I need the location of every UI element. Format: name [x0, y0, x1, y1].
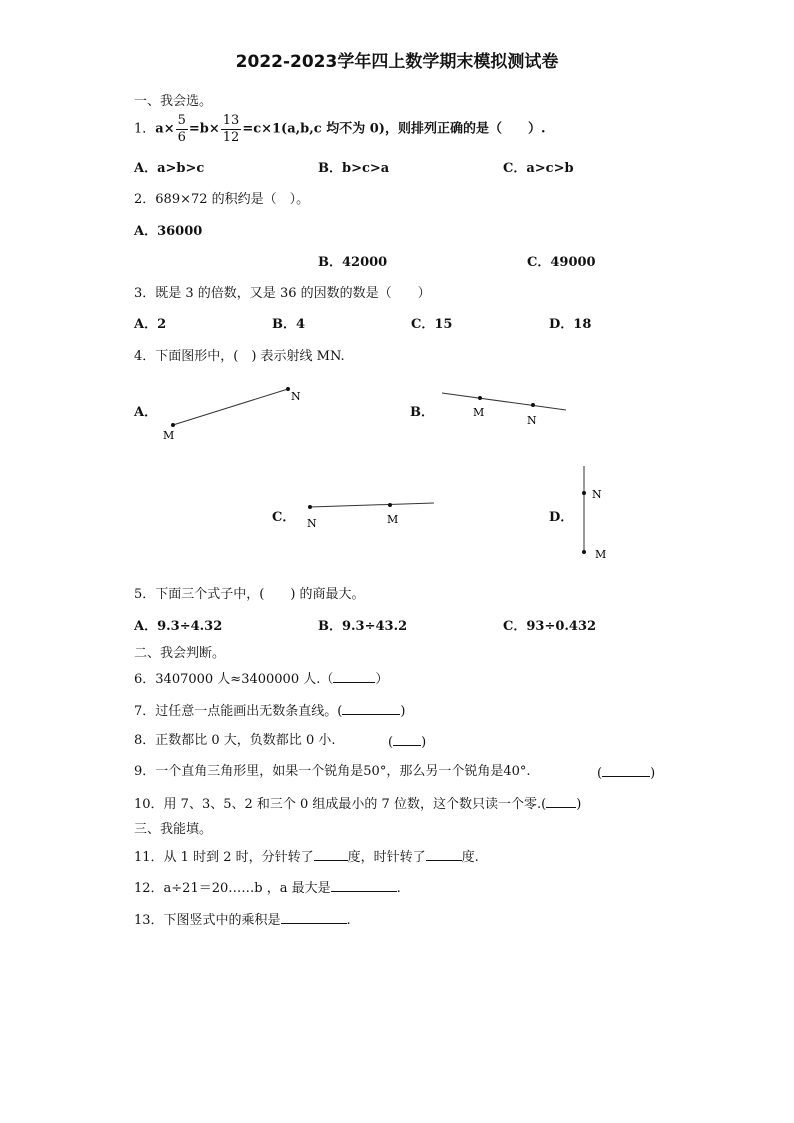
section-heading-fill: 三、我能填。: [134, 822, 213, 837]
label-n: N: [307, 517, 317, 530]
question-3: 3．既是 3 的倍数，又是 36 的因数的数是（ ）: [134, 286, 431, 301]
ray-line: [310, 503, 434, 507]
question-text: 12．a÷21＝20……b ，a 最大是: [134, 881, 331, 896]
paren-left: (: [337, 704, 343, 719]
paren-right: ): [650, 766, 656, 781]
answer-blank[interactable]: [333, 671, 375, 683]
expression-part: a×: [155, 121, 175, 137]
q5-option-c: C．93÷0.432: [503, 619, 597, 634]
question-8: [134, 734, 335, 747]
question-text: .: [396, 881, 401, 896]
q3-option-a: A．2: [134, 317, 167, 332]
point-m: [388, 503, 392, 507]
question-text: 度，时针转了: [347, 850, 426, 865]
q3-option-c: C．15: [411, 317, 453, 332]
question-11: [134, 849, 479, 864]
question-text: ，那么另一个锐角是: [386, 764, 504, 779]
angle-value: 40°: [503, 764, 527, 779]
q1-option-c: C．a>c>b: [503, 161, 574, 176]
paren-left: (: [597, 766, 603, 781]
label-m: M: [387, 513, 399, 526]
expression-part: =b×: [188, 121, 220, 137]
q3-option-b: B．4: [272, 317, 306, 332]
ray-figure-c: [300, 495, 440, 535]
question-text: 9．一个直角三角形里，如果一个锐角是: [134, 764, 364, 779]
q2-option-b: B．42000: [318, 255, 388, 270]
fraction-denominator: 12: [222, 129, 240, 145]
q4-option-c: C．: [272, 510, 296, 525]
point-m: [582, 550, 586, 554]
answer-blank[interactable]: [546, 796, 576, 808]
question-text: 度.: [461, 850, 479, 865]
question-2: 2．689×72 的积约是（ ）。: [134, 192, 310, 207]
point-n: [286, 387, 290, 391]
label-m: M: [163, 429, 175, 442]
question-12: [134, 880, 401, 895]
q1-option-b: B．b>c>a: [318, 161, 390, 176]
answer-blank[interactable]: [602, 765, 650, 777]
paren-right: ): [576, 797, 582, 812]
question-8-answer: [388, 734, 426, 749]
question-text: 7．过任意一点能画出无数条直线。: [134, 704, 338, 719]
question-5: 5．下面三个式子中，( ) 的商最大。: [134, 587, 365, 602]
point-m: [478, 396, 482, 400]
point-m: [171, 423, 175, 427]
question-text: 10．用 7、3、5、2 和三个 0 组成最小的 7 位数，这个数只读一个零.: [134, 797, 542, 812]
paren-right: ）: [375, 672, 389, 687]
ray-figure-b: [438, 388, 573, 433]
answer-blank[interactable]: [314, 849, 348, 861]
answer-blank[interactable]: [331, 880, 397, 892]
question-text: .: [346, 913, 351, 928]
answer-blank[interactable]: [342, 703, 400, 715]
q3-option-d: D．18: [549, 317, 592, 332]
q5-option-a: A．9.3÷4.32: [134, 619, 223, 634]
question-text: 11．从 1 时到 2 时，分针转了: [134, 850, 314, 865]
question-9-answer: [597, 765, 655, 780]
section-heading-choose: 一、我会选。: [134, 94, 213, 109]
question-9: [134, 765, 531, 778]
question-text: .: [526, 764, 531, 779]
label-n: N: [527, 414, 537, 427]
question-10: [134, 796, 581, 811]
fraction-numerator: 13: [222, 113, 240, 128]
paren-left: （: [320, 672, 334, 687]
question-text: 6．3407000 人≈3400000 人.: [134, 672, 321, 687]
q4-option-b: B．: [410, 405, 434, 420]
paren-right: ): [421, 735, 427, 750]
answer-blank[interactable]: [426, 849, 462, 861]
question-text: 8．正数都比 0 大，负数都比 0 小.: [134, 733, 336, 748]
paren-left: (: [388, 735, 394, 750]
fraction-denominator: 6: [177, 129, 186, 145]
angle-value: 50°: [363, 764, 387, 779]
ray-figure-d: [574, 462, 614, 562]
q2-option-a: A．36000: [134, 224, 203, 239]
label-m: M: [473, 406, 485, 419]
expression-part: =c×1(a,b,c 均不为 0)，则排列正确的是（ ）.: [242, 121, 546, 137]
q1-option-a: A．a>b>c: [134, 161, 205, 176]
q4-option-a: A．: [134, 405, 158, 420]
question-text: 13．下图竖式中的乘积是: [134, 913, 281, 928]
fraction-numerator: 5: [177, 113, 186, 128]
question-1: [134, 114, 545, 144]
question-13: [134, 912, 351, 927]
page-title: 2022-2023学年四上数学期末模拟测试卷: [235, 52, 559, 72]
question-4: 4．下面图形中，( ) 表示射线 MN.: [134, 349, 345, 364]
question-number: 1．: [134, 121, 156, 137]
label-n: N: [291, 390, 301, 403]
point-n: [308, 505, 312, 509]
ray-line: [173, 389, 288, 425]
q2-option-c: C．49000: [527, 255, 596, 270]
ray-figure-a: [160, 380, 310, 445]
ray-line: [442, 393, 566, 410]
label-n: N: [592, 488, 602, 501]
q5-option-b: B．9.3÷43.2: [318, 619, 408, 634]
paren-left: (: [541, 797, 547, 812]
question-6: [134, 671, 388, 686]
label-m: M: [595, 548, 607, 561]
fraction-five-sixths: [176, 114, 188, 144]
answer-blank[interactable]: [281, 912, 347, 924]
q4-option-d: D．: [549, 510, 574, 525]
point-n: [582, 491, 586, 495]
question-7: [134, 703, 405, 718]
section-heading-judge: 二、我会判断。: [134, 646, 226, 661]
paren-right: ): [400, 704, 406, 719]
answer-blank[interactable]: [393, 734, 421, 746]
point-n: [531, 403, 535, 407]
fraction-thirteen-twelfths: [221, 114, 242, 144]
